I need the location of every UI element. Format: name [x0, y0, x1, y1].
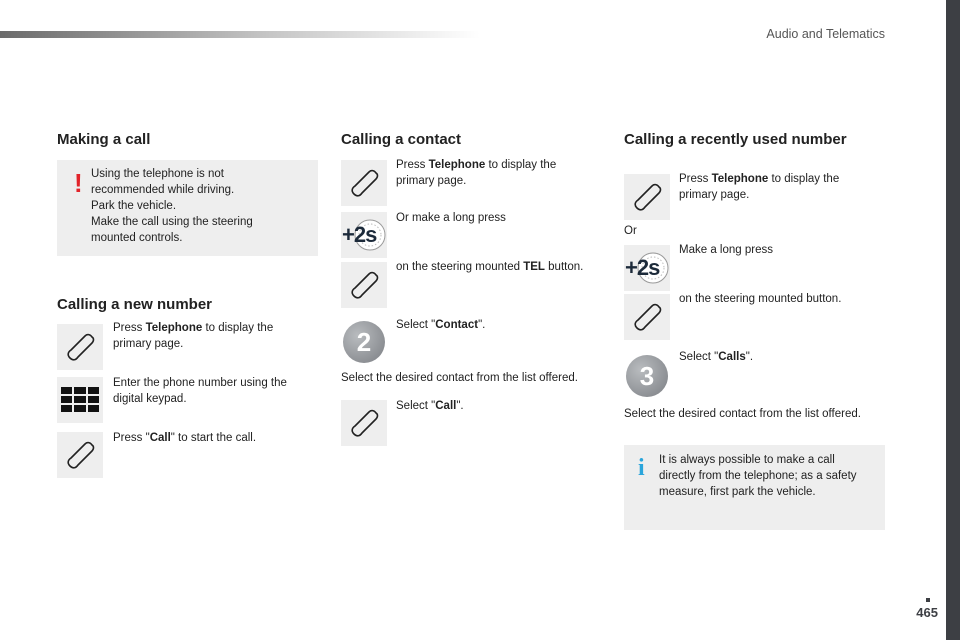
new-number-title: Calling a new number [57, 296, 213, 313]
select-calls-text: Select "Calls". [679, 351, 754, 363]
calling-contact-title: Calling a contact [341, 131, 462, 148]
step-new-3: Press "Call" to start the call. [113, 432, 257, 444]
phone-handset-icon [341, 400, 387, 446]
long-press-text: Make a long press [679, 244, 773, 256]
info-text: It is always possible to make a call directly from the telephone; as a safety measure, first park the vehicle. [659, 454, 857, 498]
making-call-title: Making a call [57, 131, 151, 148]
section-title: Audio and Telematics [766, 27, 885, 41]
select-call-text: Select "Call". [396, 400, 464, 412]
long-press-label: +2s [625, 255, 660, 280]
phone-handset-icon [341, 160, 387, 206]
phone-icon-box [624, 174, 670, 220]
phone-icon-box [57, 432, 103, 478]
step-recent-1: Press Telephone to display the primary page. [679, 173, 840, 201]
exclamation-icon: ! [74, 168, 83, 198]
phone-handset-icon [341, 262, 387, 308]
page-marker [926, 598, 930, 602]
header-rule [0, 31, 480, 38]
select-contact-text: Select "Contact". [396, 319, 486, 331]
step-number-badge: 3 [626, 355, 668, 397]
phone-icon-box [341, 400, 387, 446]
phone-handset-icon [624, 294, 670, 340]
step-number-badge: 2 [343, 321, 385, 363]
long-press-box [341, 212, 387, 258]
phone-handset-icon [624, 174, 670, 220]
step-contact-1: Press Telephone to display the primary page. [396, 159, 557, 187]
long-press-text: Or make a long press [396, 212, 506, 224]
page-number: 465 [916, 605, 938, 620]
phone-handset-icon [57, 324, 103, 370]
page-edge-bar [946, 0, 960, 640]
phone-icon-box [57, 324, 103, 370]
phone-icon-box [341, 262, 387, 308]
step-new-1: Press Telephone to display the primary page. [113, 322, 274, 350]
info-icon: i [638, 455, 645, 481]
phone-icon-box [341, 160, 387, 206]
info-box [624, 445, 885, 530]
steering-text: on the steering mounted button. [679, 293, 842, 305]
phone-handset-icon [57, 432, 103, 478]
steering-tel-text: on the steering mounted TEL button. [396, 261, 584, 273]
keypad-icon [57, 377, 103, 423]
or-text: Or [624, 225, 637, 237]
phone-icon-box [624, 294, 670, 340]
long-press-label: +2s [342, 222, 377, 247]
warning-box [57, 160, 318, 256]
step-new-2: Enter the phone number using the digital keypad. [113, 377, 287, 405]
recent-number-title: Calling a recently used number [624, 131, 847, 148]
select-desired-text: Select the desired contact from the list offered. [341, 372, 578, 384]
select-desired-text: Select the desired contact from the list offered. [624, 408, 861, 420]
long-press-box [624, 245, 670, 291]
keypad-icon-box [57, 377, 103, 423]
warning-text: Using the telephone is not recommended while driving. Park the vehicle. Make the call using the steering mounted controls. [91, 168, 253, 244]
